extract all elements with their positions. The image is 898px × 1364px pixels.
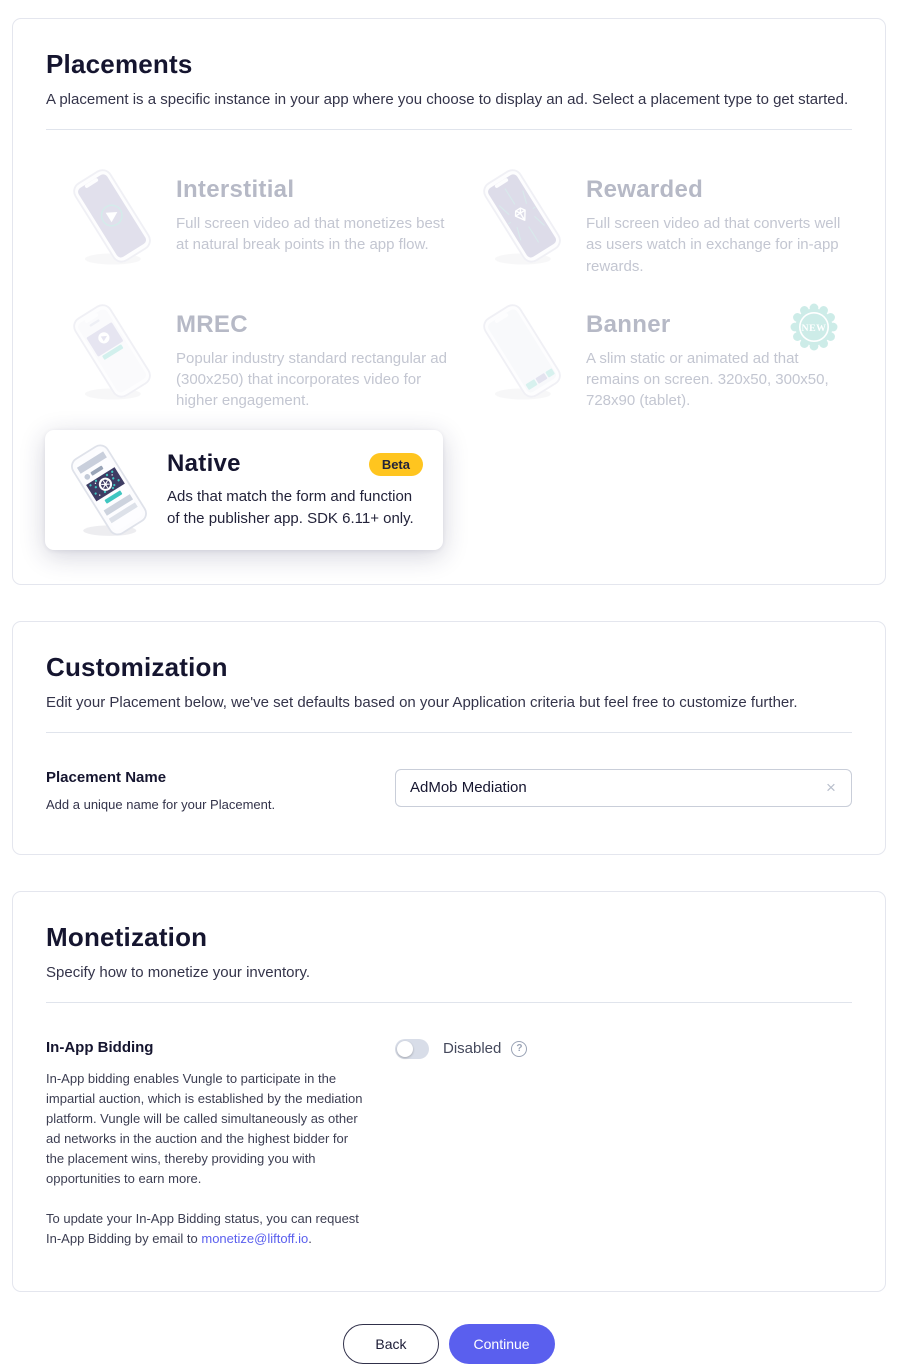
placement-type-mrec[interactable] <box>46 295 456 412</box>
mrec-phone-illustration <box>46 295 176 407</box>
rewarded-phone-illustration <box>456 160 586 272</box>
divider <box>46 732 852 733</box>
help-icon[interactable]: ? <box>511 1041 527 1057</box>
placement-type-interstitial[interactable] <box>46 160 456 277</box>
new-badge-label: NEW <box>801 323 826 334</box>
placement-type-title: Native <box>167 450 241 478</box>
new-badge <box>790 303 838 351</box>
placements-title: Placements <box>46 49 852 80</box>
customization-title: Customization <box>46 652 852 683</box>
placements-subtitle: A placement is a specific instance in your app where you choose to display an ad. Select a placement type to get started. <box>46 91 852 108</box>
clear-input-icon[interactable]: × <box>821 778 841 798</box>
placement-name-row <box>46 769 852 812</box>
toggle-knob <box>397 1041 413 1057</box>
placement-type-grid <box>46 160 852 550</box>
placement-type-title: Banner <box>586 311 852 339</box>
placement-type-description: A slim static or animated ad that remains on screen. 320x50, 300x50, 728x90 (tablet). <box>586 348 852 412</box>
customization-subtitle: Edit your Placement below, we've set defaults based on your Application criteria but feel free to customize further. <box>46 694 852 711</box>
continue-button[interactable]: Continue <box>449 1324 555 1364</box>
placement-type-banner[interactable] <box>456 295 852 412</box>
page <box>0 18 898 1364</box>
placement-type-title: Rewarded <box>586 176 852 204</box>
placement-type-title: MREC <box>176 311 456 339</box>
in-app-bidding-status: Disabled <box>443 1040 501 1057</box>
beta-badge: Beta <box>369 453 423 476</box>
placement-name-label: Placement Name <box>46 769 369 786</box>
in-app-bidding-toggle[interactable] <box>395 1039 429 1059</box>
placement-type-title: Interstitial <box>176 176 456 204</box>
interstitial-phone-illustration <box>46 160 176 272</box>
placement-name-input[interactable] <box>395 769 852 807</box>
native-phone-illustration <box>49 437 167 543</box>
customization-card <box>12 621 886 855</box>
banner-phone-illustration <box>456 295 586 407</box>
placement-type-description: Full screen video ad that monetizes best at natural break points in the app flow. <box>176 213 456 256</box>
in-app-bidding-label: In-App Bidding <box>46 1039 369 1056</box>
footer-actions <box>0 1324 898 1364</box>
divider <box>46 1002 852 1003</box>
placement-type-description: Ads that match the form and function of the publisher app. SDK 6.11+ only. <box>167 486 423 529</box>
placement-type-description: Popular industry standard rectangular ad (300x250) that incorporates video for higher engagement. <box>176 348 456 412</box>
in-app-bidding-row <box>46 1039 852 1249</box>
placements-card <box>12 18 886 585</box>
monetization-title: Monetization <box>46 922 852 953</box>
monetization-subtitle: Specify how to monetize your inventory. <box>46 964 852 981</box>
in-app-bidding-description: In-App bidding enables Vungle to participate in the impartial auction, which is established by the mediation platform. Vungle will be called simultaneously as other ad networks in the auction and the highest bidder for the placement wins, thereby providing you with opportunities to earn more. <box>46 1069 369 1190</box>
placement-type-rewarded[interactable] <box>456 160 852 277</box>
monetization-card <box>12 891 886 1292</box>
divider <box>46 129 852 130</box>
placement-type-description: Full screen video ad that converts well as users watch in exchange for in-app rewards. <box>586 213 852 277</box>
placement-name-help: Add a unique name for your Placement. <box>46 797 369 812</box>
monetize-email-link[interactable]: monetize@liftoff.io <box>201 1231 308 1246</box>
in-app-bidding-contact: To update your In-App Bidding status, you can request In-App Bidding by email to monetize@liftoff.io. <box>46 1209 369 1249</box>
placement-type-native[interactable] <box>45 430 443 550</box>
back-button[interactable]: Back <box>343 1324 438 1364</box>
